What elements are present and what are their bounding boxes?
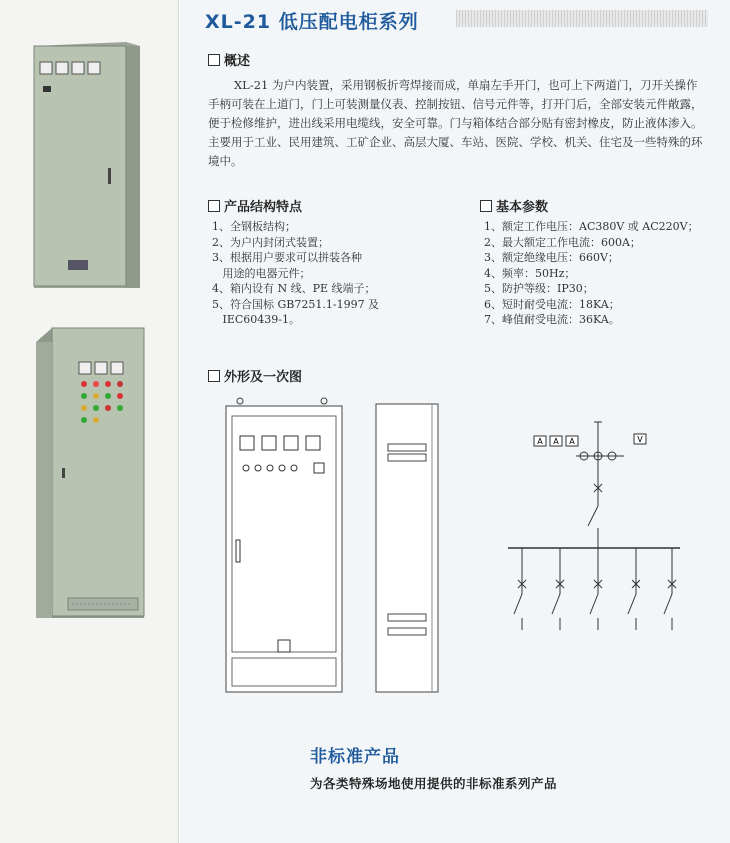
params-heading-text: 基本参数 — [496, 200, 549, 215]
checkbox-square-icon — [480, 200, 492, 212]
voltmeter-label — [634, 434, 646, 444]
params-item: 6、短时耐受电流：18KA； — [484, 297, 620, 311]
cabinet-side-drawing — [374, 402, 444, 696]
svg-text:A: A — [537, 437, 543, 446]
single-line-diagram — [500, 418, 690, 688]
svg-text:V: V — [637, 435, 643, 444]
checkbox-square-icon — [208, 200, 220, 212]
params-item: 5、防护等级：IP30； — [484, 282, 594, 295]
cabinet-photo-1 — [28, 38, 148, 293]
photo-panel — [0, 0, 179, 843]
overview-text: XL-21 为户内装置，采用钢板折弯焊接而成，单扇左手开门，也可上下两道门，刀开关操作手柄可装在上道门，门上可装测量仪表、控制按钮、信号元件等，打开门后，全部安装元件敞露，便于检修维护，进出线采用电缆线，安全可靠。门与箱体结合部分贴有密封橡皮，防止液体渗入。主要用于工业、民用建筑、工矿企业、高层大厦、车站、医院、学校、机关、住宅及一些特殊的环境中。 — [208, 78, 703, 168]
overview-heading-text: 概述 — [224, 54, 251, 69]
ammeter-label-3 — [566, 436, 578, 446]
overview-heading — [208, 50, 250, 69]
features-heading-text: 产品结构特点 — [224, 200, 303, 215]
svg-text:A: A — [553, 437, 559, 446]
features-list — [212, 219, 379, 328]
nonstandard-title: 非标准产品 — [310, 747, 400, 767]
ammeter-label-1 — [534, 436, 546, 446]
page-title: XL-21 低压配电柜系列 — [205, 11, 419, 33]
diagram-heading-text: 外形及一次图 — [224, 370, 303, 385]
features-heading — [208, 196, 302, 215]
checkbox-square-icon — [208, 54, 220, 66]
features-item: 用途的电器元件； — [212, 266, 311, 280]
features-item: IEC60439-1。 — [212, 313, 300, 326]
params-item: 2、最大额定工作电流：600A； — [484, 235, 641, 249]
nonstandard-subtitle: 为各类特殊场地使用提供的非标准系列产品 — [310, 776, 558, 791]
diagram-heading — [208, 366, 302, 385]
features-item: 3、根据用户要求可以拼装各种 — [212, 251, 362, 264]
checkbox-square-icon — [208, 370, 220, 382]
features-item: 4、箱内设有 N 线、PE 线端子； — [212, 282, 376, 295]
params-item: 3、额定绝缘电压：660V； — [484, 251, 619, 264]
params-item: 1、额定工作电压：AC380V 或 AC220V； — [484, 220, 699, 233]
svg-text:A: A — [569, 437, 575, 446]
features-item: 1、全钢板结构； — [212, 220, 296, 233]
ammeter-label-2 — [550, 436, 562, 446]
title-decor-bar — [456, 10, 708, 27]
features-item: 2、为户内封闭式装置； — [212, 235, 329, 249]
cabinet-front-drawing — [222, 396, 346, 696]
cabinet-photo-2 — [32, 322, 154, 622]
params-item: 4、频率：50Hz； — [484, 266, 576, 280]
params-list — [484, 219, 699, 328]
params-item: 7、峰值耐受电流：36KA。 — [484, 313, 620, 326]
features-item: 5、符合国标 GB7251.1-1997 及 — [212, 297, 380, 311]
params-heading — [480, 196, 548, 215]
